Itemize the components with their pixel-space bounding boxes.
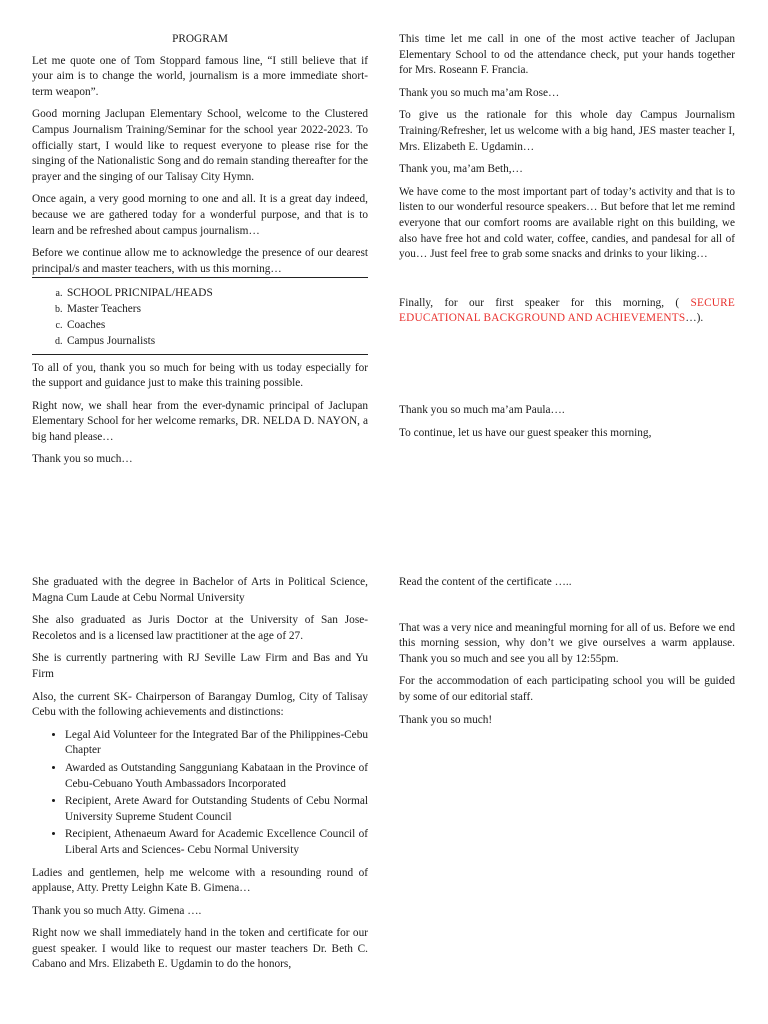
welcome-paragraph: Good morning Jaclupan Elementary School, welcome to the Clustered Campus Journalism Training/Seminar for the school year 2022-2023. To officially start, I would like to request everyone to please rise for the singing of the Nationalistic Song and do remain standing thereafter for the prayer and the singing of our Talisay City Hymn. xyxy=(32,108,368,183)
certificate-line: Read the content of the certificate ….. xyxy=(399,576,572,588)
achievements-list xyxy=(32,728,368,859)
juris-doctor-paragraph: She also graduated as Juris Doctor at the University of San Jose-Recoletos and is a licensed law practitioner at the age of 27. xyxy=(32,614,368,642)
divider-top xyxy=(32,277,368,278)
list-item: a. SCHOOL PRICNIPAL/HEADS xyxy=(65,286,368,302)
list-item: d. Campus Journalists xyxy=(65,334,368,350)
program-column-3 xyxy=(32,575,368,980)
first-speaker-paragraph xyxy=(399,296,735,327)
list-item: b. Master Teachers xyxy=(65,302,368,318)
thanks-rose-line: Thank you so much ma’am Rose… xyxy=(399,86,560,99)
thanks-paragraph: To all of you, thank you so much for being with us today especially for the support and guidance just to make this training possible. xyxy=(32,361,368,390)
list-item: • Recipient, Arete Award for Outstanding Students of Cebu Normal University Supreme Student Council xyxy=(65,794,368,825)
sk-chairperson-paragraph: Also, the current SK- Chairperson of Barangay Dumlog, City of Talisay Cebu with the following achievements and distinctions: xyxy=(32,690,368,719)
program-column-4 xyxy=(399,575,735,735)
program-title: PROGRAM xyxy=(172,33,228,45)
list-item: • Awarded as Outstanding Sangguniang Kabataan in the Province of Cebu-Cebuano Youth Ambassadors Incorporated xyxy=(65,761,368,792)
first-speaker-lead: Finally, for our first speaker for this morning, ( xyxy=(399,296,691,309)
guest-speaker-intro: To continue, let us have our guest speaker this morning, xyxy=(399,426,652,439)
token-certificate-paragraph: Right now we shall immediately hand in the token and certificate for our guest speaker. I would like to request our master teachers Dr. Beth C. Cabano and Mrs. Elizabeth E. Ugdamin to do the honors, xyxy=(32,927,368,971)
list-item: • Legal Aid Volunteer for the Integrated Bar of the Philippines-Cebu Chapter xyxy=(65,728,368,759)
rationale-paragraph: To give us the rationale for this whole day Campus Journalism Training/Refresher, let us welcome with a big hand, JES master teacher I, Mrs. Elizabeth E. Ugdamin… xyxy=(399,109,735,153)
list-item: c. Coaches xyxy=(65,318,368,334)
acknowledge-paragraph: Before we continue allow me to acknowledge the presence of our dearest principal/s and master teachers, with us this morning… xyxy=(32,247,368,275)
attendee-list xyxy=(32,286,368,349)
greeting-paragraph: Once again, a very good morning to one and all. It is a great day indeed, because we are gathered today for a wonderful purpose, and that is to learn and be refreshed about campus journalism… xyxy=(32,193,368,237)
law-firm-paragraph: She is currently partnering with RJ Seville Law Firm and Bas and Yu Firm xyxy=(32,652,368,680)
final-thanks-line: Thank you so much! xyxy=(399,713,493,726)
reminder-paragraph: We have come to the most important part of today’s activity and that is to listen to our wonderful resource speakers… But before that let me remind everyone that our comfort rooms are available right on this building, we also have free hot and cold water, coffee, candies, and pandesal for all of you… Just feel free to grab some snacks and drinks to your liking… xyxy=(399,185,735,261)
principal-paragraph: Right now, we shall hear from the ever-dynamic principal of Jaclupan Elementary School for her welcome remarks, DR. NELDA D. NAYON, a big hand please… xyxy=(32,399,368,443)
program-column-2 xyxy=(399,32,735,448)
welcome-speaker-paragraph: Ladies and gentlemen, help me welcome with a resounding round of applause, Atty. Pretty Leighn Kate B. Gimena… xyxy=(32,866,368,895)
list-item: • Recipient, Athenaeum Award for Academic Excellence Council of Liberal Arts and Sciences- Cebu Normal University xyxy=(65,827,368,858)
closing-paragraph: That was a very nice and meaningful morning for all of us. Before we end this morning session, why don’t we give ourselves a warm applause. Thank you so much and see you all by 12:55pm. xyxy=(399,621,735,665)
divider-bottom xyxy=(32,354,368,355)
attendance-paragraph: This time let me call in one of the most active teacher of Jaclupan Elementary School to od the attendance check, put your hands together for Mrs. Roseann F. Francia. xyxy=(399,33,735,77)
thank-you-line: Thank you so much… xyxy=(32,453,133,466)
program-column-1 xyxy=(32,32,368,475)
thanks-paula-line: Thank you so much ma’am Paula…. xyxy=(399,403,565,416)
opening-quote: Let me quote one of Tom Stoppard famous line, “I still believe that if your aim is to change the world, journalism is a more immediate short-term weapon”. xyxy=(32,54,368,98)
degree-paragraph: She graduated with the degree in Bachelor of Arts in Political Science, Magna Cum Laude at Cebu Normal University xyxy=(32,576,368,604)
first-speaker-tail: …). xyxy=(685,312,704,325)
thanks-gimena-line: Thank you so much Atty. Gimena …. xyxy=(32,904,202,917)
speaker-placeholder-highlight: SECURE EDUCATIONAL BACKGROUND AND ACHIEVEMENTS xyxy=(399,296,735,325)
thanks-beth-line: Thank you, ma’am Beth,… xyxy=(399,163,523,176)
accommodation-paragraph: For the accommodation of each participating school you will be guided by some of our editorial staff. xyxy=(399,675,735,703)
